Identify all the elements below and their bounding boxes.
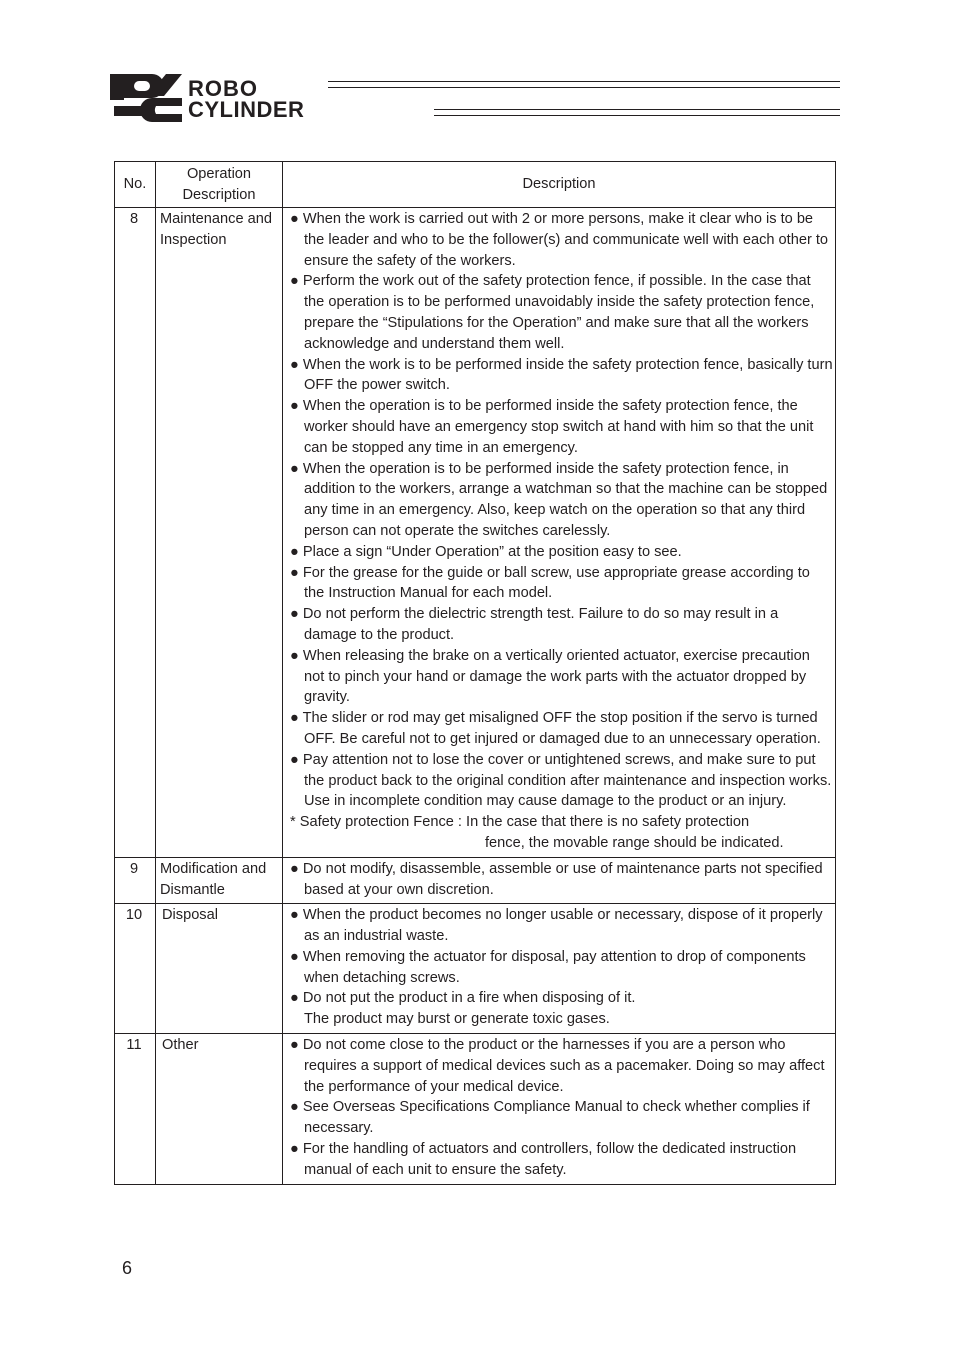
row-description [283,208,836,858]
row-operation: Disposal [156,904,283,1034]
table-header-row [115,162,836,208]
table-row [115,904,836,1034]
list-item-continuation: Use in incomplete condition may cause damage to the product or an injury. [304,793,787,810]
header-rule-top [328,81,840,88]
table-row [115,208,836,858]
row-no: 8 [115,208,156,858]
brand-name-top: ROBO [188,76,258,101]
header-description: Description [283,162,836,208]
safety-precautions-table [114,161,836,1185]
list-item: ● Do not perform the dielectric strength test. Failure to do so may result in a damage to the product. [290,606,779,643]
row-no: 10 [115,904,156,1034]
list-item: ● See Overseas Specifications Compliance Manual to check whether complies if necessary. [290,1099,810,1137]
header-rule-bottom [434,109,840,116]
row-description [283,1034,836,1185]
list-item: ● Place a sign “Under Operation” at the position easy to see. [290,543,682,560]
list-item: ● When the work is to be performed inside the safety protection fence, basically turn OFF the power switch. [290,356,833,394]
rc-logo-icon [108,72,184,124]
brand-name-bottom: CYLINDER [188,97,305,122]
list-item: ● When the operation is to be performed inside the safety protection fence, in addition to the workers, arrange a watchman so that the machine can be stopped any time in an emergency. Also, keep watch on the operation so that any third person can not operate the switches carelessly. [290,460,828,539]
header-operation: Operation Description [156,162,283,208]
row-description [283,857,836,904]
page-header [108,72,840,124]
list-item: ● When the product becomes no longer usable or necessary, dispose of it properly as an industrial waste. [290,907,823,945]
page-number: 6 [122,1258,133,1278]
list-item: ● Pay attention not to lose the cover or untightened screws, and make sure to put the product back to the original condition after maintenance and inspection works. [290,751,832,789]
list-item: ● For the handling of actuators and controllers, follow the dedicated instruction manual of each unit to ensure the safety. [290,1141,797,1178]
table-row [115,857,836,904]
list-item-continuation: The product may burst or generate toxic gases. [304,1011,610,1028]
row-operation: Maintenance and Inspection [156,208,283,858]
list-item: ● When the operation is to be performed inside the safety protection fence, the worker should have an emergency stop switch at hand with him so that the unit can be stopped any time in an emergency. [290,398,814,456]
row-operation: Modification and Dismantle [156,857,283,904]
list-item: ● Do not come close to the product or the harnesses if you are a person who requires a support of medical devices such as a pacemaker. Doing so may affect the performance of your medical device. [290,1037,825,1095]
list-item: ● Do not put the product in a fire when disposing of it. [290,990,636,1007]
list-item: ● When removing the actuator for disposal, pay attention to drop of components when detaching screws. [290,948,806,986]
row-operation: Other [156,1034,283,1185]
footnote: * Safety protection Fence : In the case that there is no safety protection [290,814,750,831]
footnote-continuation: fence, the movable range should be indicated. [485,834,784,851]
list-item: ● When releasing the brake on a vertically oriented actuator, exercise precaution not to pinch your hand or damage the work parts with the actuator dropped by gravity. [290,647,810,706]
row-no: 9 [115,857,156,904]
list-item: ● For the grease for the guide or ball screw, use appropriate grease according to the Instruction Manual for each model. [290,564,810,602]
table-row [115,1034,836,1185]
list-item: ● Perform the work out of the safety protection fence, if possible. In the case that the operation is to be performed unavoidably inside the safety protection fence, prepare the “Stipulations for the Operation” and make sure that all the workers acknowledge and understand them well. [290,273,815,352]
list-item: ● Do not modify, disassemble, assemble or use of maintenance parts not specified based at your own discretion. [290,860,823,898]
row-description [283,904,836,1034]
row-no: 11 [115,1034,156,1185]
list-item: ● The slider or rod may get misaligned OFF the stop position if the servo is turned OFF. Be careful not to get injured or damaged due to an unnecessary operation. [290,710,821,747]
list-item: ● When the work is carried out with 2 or more persons, make it clear who is to be the leader and who to be the follower(s) and communicate well with each other to ensure the safety of the workers. [290,211,829,269]
header-no: No. [115,162,156,208]
